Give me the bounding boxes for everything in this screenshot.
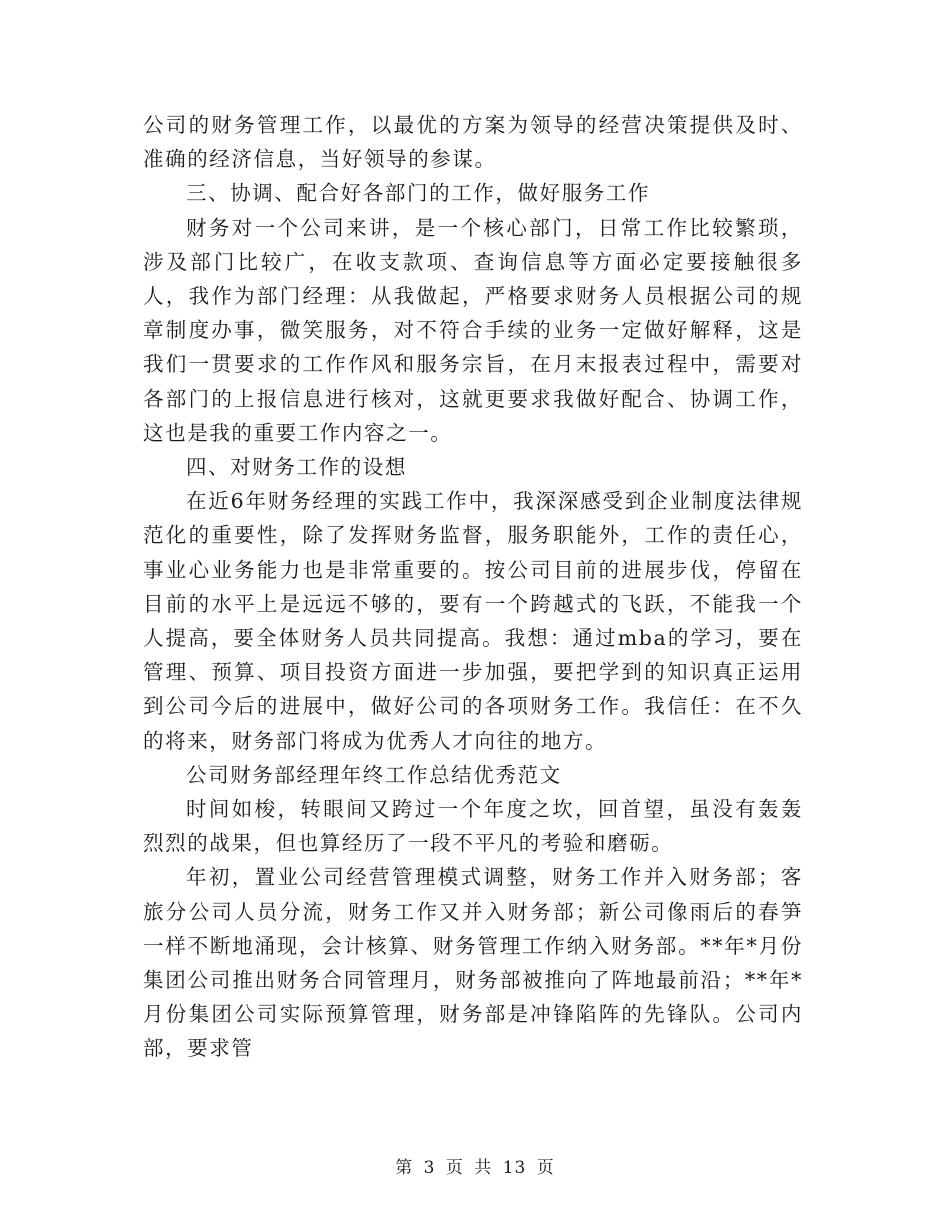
paragraph-3: 在近6年财务经理的实践工作中，我深深感受到企业制度法律规范化的重要性，除了发挥财务监督，服务职能外，工作的责任心，事业心业务能力也是非常重要的。按公司目前的进展步伐，停留在目前的水平上是远远不够的，要有一个跨越式的飞跃，不能我一个人提高，要全体财务人员共同提高。我想：通过mba的学习，要在管理、预算、项目投资方面进一步加强，要把学到的知识真正运用到公司今后的进展中，做好公司的各项财务工作。我信任：在不久的将来，财务部门将成为优秀人才向往的地方。 — [143, 489, 803, 753]
paragraph-1: 公司的财务管理工作，以最优的方案为领导的经营决策提供及时、准确的经济信息，当好领导的参谋。 — [143, 113, 803, 172]
section-heading-4: 四、对财务工作的设想 — [186, 455, 407, 480]
paragraph-2: 财务对一个公司来讲，是一个核心部门，日常工作比较繁琐，涉及部门比较广，在收支款项、查询信息等方面必定要接触很多人，我作为部门经理：从我做起，严格要求财务人员根据公司的规章制度办事，微笑服务，对不符合手续的业务一定做好解释，这是我们一贯要求的工作作风和服务宗旨，在月末报表过程中，需要对各部门的上报信息进行核对，这就更要求我做好配合、协调工作，这也是我的重要工作内容之一。 — [143, 215, 803, 445]
paragraph-4: 时间如梭，转眼间又跨过一个年度之坎，回首望，虽没有轰轰烈烈的战果，但也算经历了一段不平凡的考验和磨砺。 — [143, 797, 803, 856]
page-number-footer: 第 3 页 共 13 页 — [395, 1158, 555, 1178]
document-body — [143, 108, 803, 1066]
paragraph-5: 年初，置业公司经营管理模式调整，财务工作并入财务部；客旅分公司人员分流，财务工作又并入财务部；新公司像雨后的春笋一样不断地涌现，会计核算、财务管理工作纳入财务部。**年*月份集团公司推出财务合同管理月，财务部被推向了阵地最前沿；**年*月份集团公司实际预算管理，财务部是冲锋陷阵的先锋队。公司内部，要求管 — [143, 865, 803, 1061]
section-heading-3: 三、协调、配合好各部门的工作，做好服务工作 — [186, 181, 651, 206]
article-title: 公司财务部经理年终工作总结优秀范文 — [186, 762, 562, 787]
